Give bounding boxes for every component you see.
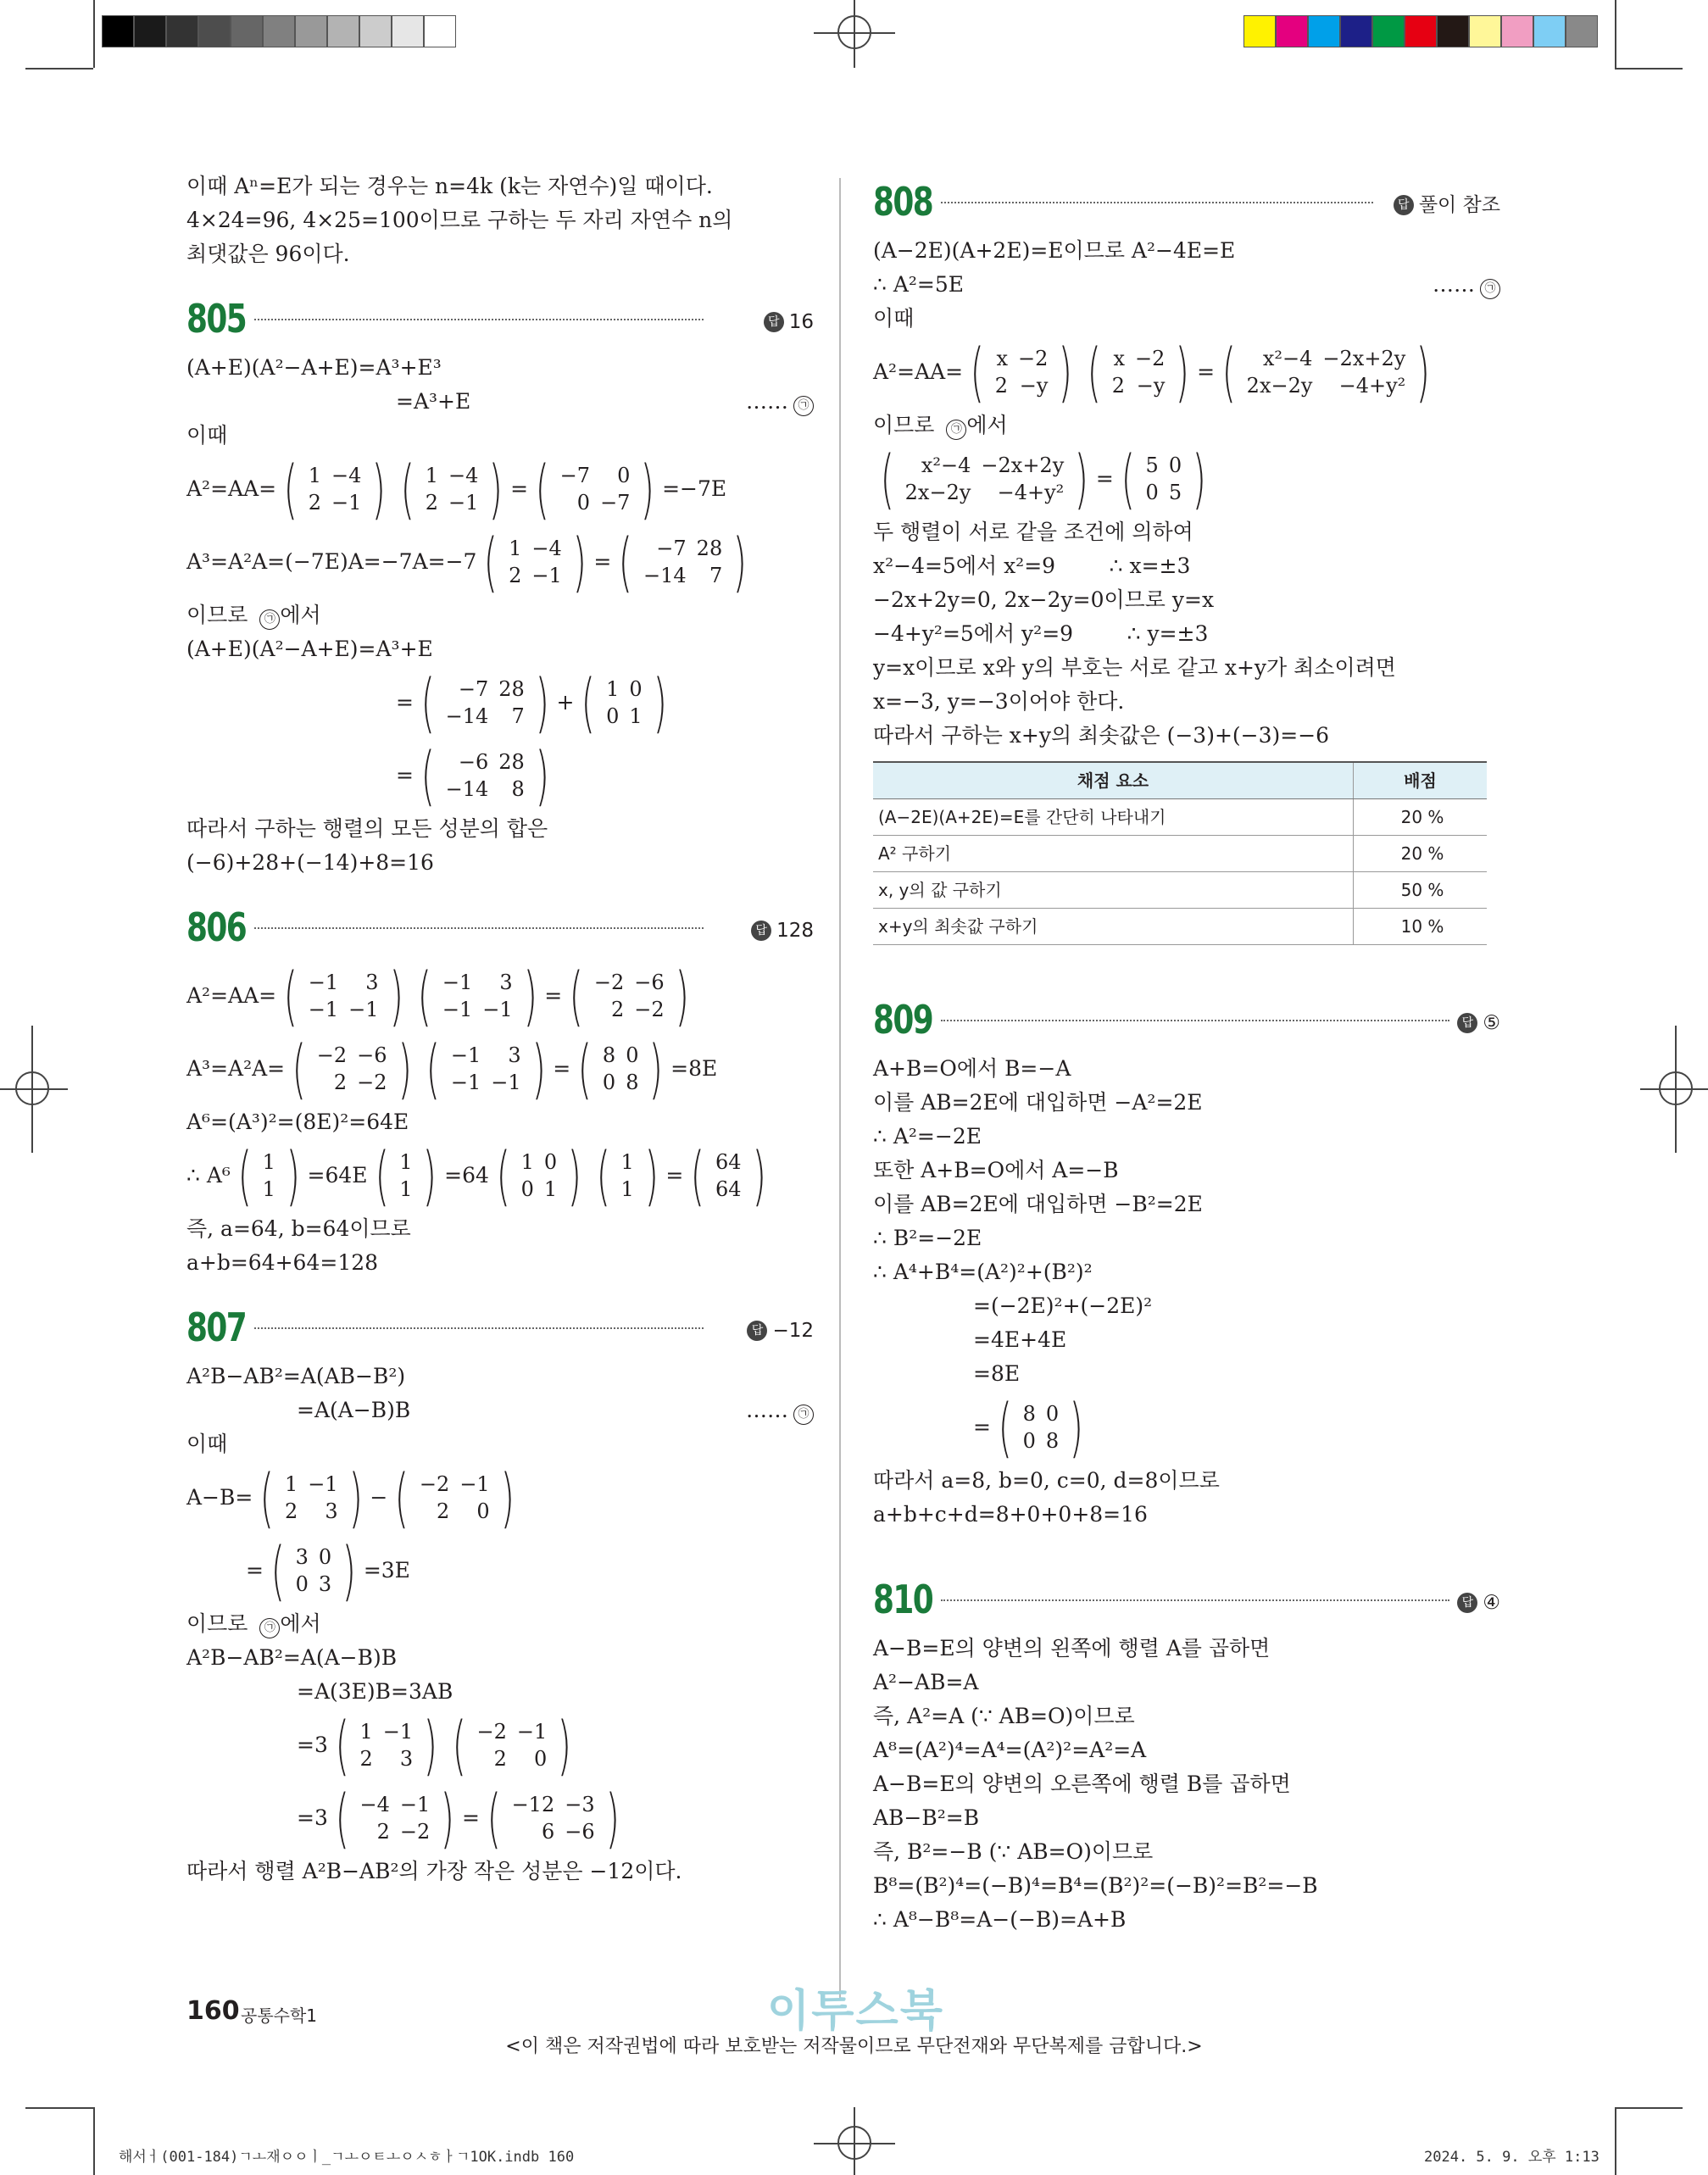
print-file-info: 해서ㅓ(001-184)ㄱㅗ재ㅇㅇㅣ_ㄱㅗㅇㅌㅗㅇㅅㅎㅏㄱ1OK.indb 160 xyxy=(119,2149,575,2166)
registration-mark xyxy=(1675,1026,1677,1153)
registration-mark xyxy=(854,0,855,68)
answer-value: ④ xyxy=(1483,1592,1500,1614)
leader-dots xyxy=(941,1020,1449,1021)
problem-808-heading xyxy=(873,176,1500,229)
color-swatch xyxy=(1437,15,1469,47)
matrix: ( 3 0 0 3 ) xyxy=(270,1533,357,1608)
matrix: ( 1 0 0 1 ) xyxy=(496,1138,582,1213)
answer-value: 풀이 참조 xyxy=(1418,194,1500,216)
matrix: ( −4 −1 2 −2 ) xyxy=(335,1780,455,1855)
gray-swatch xyxy=(327,15,359,47)
crop-mark xyxy=(25,68,93,70)
color-swatch xyxy=(1276,15,1308,47)
page-number: 160 xyxy=(186,1996,240,2026)
solution-line: =8E xyxy=(973,1361,1021,1386)
circled-label-icon: ㉠ xyxy=(1480,279,1500,299)
solution-line: ∴ A⁸−B⁸=A−(−B)=A+B xyxy=(873,1907,1127,1932)
matrix: ( 8 0 0 8 ) xyxy=(998,1389,1084,1465)
solution-line: =4E+4E xyxy=(973,1327,1067,1352)
solution-text: 에서 xyxy=(280,1611,321,1636)
solution-text: =−7E xyxy=(662,476,727,501)
matrix-equation: ∴ A⁶ ( 1 1 ) =64E ( 1 1 ) =64 ( 1 0 0 1 ) ( 1 1 ) = ( 64 64 ) xyxy=(186,1139,814,1212)
solution-text: 에서 xyxy=(966,413,1008,437)
table-cell: 10 % xyxy=(1354,909,1488,945)
answer-tag xyxy=(1457,1586,1500,1620)
solution-line: (A+E)(A²−A+E)=A³+E³ xyxy=(186,355,442,380)
gray-swatch xyxy=(134,15,166,47)
solution-line: 따라서 행렬 A²B−AB²의 가장 작은 성분은 −12이다. xyxy=(186,1859,682,1883)
registration-mark xyxy=(1640,1088,1708,1090)
matrix: ( 1 −4 2 −1 ) xyxy=(283,451,387,526)
solution-text: A²=AA= xyxy=(873,359,964,384)
gray-swatch xyxy=(424,15,456,47)
solution-line: A⁶=(A³)²=(8E)²=64E xyxy=(186,1110,409,1134)
gray-swatch xyxy=(359,15,392,47)
solution-line: x²−4=5에서 x²=9 ∴ x=±3 xyxy=(873,553,1191,578)
crop-mark xyxy=(25,2107,93,2109)
color-swatch xyxy=(1533,15,1566,47)
matrix-equation: = ( −7 28 −14 7 ) + ( 1 0 0 1 ) xyxy=(186,666,814,739)
matrix-equation xyxy=(873,1391,1500,1464)
gray-swatch xyxy=(102,15,134,47)
solution-line: =A(3E)B=3AB xyxy=(297,1679,453,1704)
solution-line: y=x이므로 x와 y의 부호는 서로 같고 x+y가 최소이려면 xyxy=(873,655,1396,680)
leader-dots xyxy=(254,1327,704,1329)
color-swatch xyxy=(1308,15,1340,47)
matrix: ( −2 −1 2 0 ) xyxy=(452,1707,572,1783)
matrix: ( −2 −6 2 −2 ) xyxy=(569,958,689,1033)
matrix: ( 1 1 ) xyxy=(596,1138,659,1213)
solution-line: 즉, A²=A (∵ AB=O)이므로 xyxy=(873,1704,1135,1728)
solution-line: a+b+c+d=8+0+0+8=16 xyxy=(873,1502,1148,1527)
solution-line: A−B=E의 양변의 오른쪽에 행렬 B를 곱하면 xyxy=(873,1772,1291,1796)
answer-value: ⑤ xyxy=(1483,1012,1500,1034)
problem-number: 805 xyxy=(186,296,247,342)
solution-line: 따라서 a=8, b=0, c=0, d=8이므로 xyxy=(873,1468,1220,1493)
problem-number: 809 xyxy=(873,997,933,1043)
crop-mark xyxy=(1615,0,1616,68)
table-cell: x+y의 최솟값 구하기 xyxy=(873,909,1354,945)
color-swatch xyxy=(1501,15,1533,47)
solution-text: ∴ A⁶ xyxy=(186,1163,231,1188)
solution-line: ∴ A²=−2E xyxy=(873,1124,982,1149)
answer-tag xyxy=(751,914,814,948)
matrix: ( x²−4 −2x+2y 2x−2y −4+y² ) xyxy=(1221,334,1431,409)
problem-810-heading xyxy=(873,1574,1500,1627)
solution-line: 따라서 구하는 x+y의 최솟값은 (−3)+(−3)=−6 xyxy=(873,723,1330,748)
solution-line: ∴ A⁴+B⁴=(A²)²+(B²)² xyxy=(873,1260,1093,1284)
answer-tag xyxy=(747,1314,814,1348)
solution-text: =8E xyxy=(670,1056,718,1081)
color-swatch xyxy=(1566,15,1598,47)
matrix: ( −1 3 −1 −1 ) xyxy=(417,958,537,1033)
table-row xyxy=(873,836,1487,872)
matrix: ( 8 0 0 8 ) xyxy=(577,1031,664,1106)
equation-tag xyxy=(1433,268,1500,302)
publisher-watermark: 이투스북 xyxy=(767,1986,944,2037)
solution-line: A−B=E의 양변의 왼쪽에 행렬 A를 곱하면 xyxy=(873,1636,1271,1660)
tag-dots: …… xyxy=(746,1398,788,1422)
equation-tag xyxy=(746,1393,814,1427)
solution-text: 이므로 xyxy=(873,413,935,437)
solution-line: A+B=O에서 B=−A xyxy=(873,1056,1071,1081)
copyright-notice: <이 책은 저작권법에 따라 보호받는 저작물이므로 무단전재와 무단복제를 금합니다.> xyxy=(505,2036,1203,2057)
matrix: ( 1 0 0 1 ) xyxy=(581,665,667,740)
solution-text: ∴ A²=5E xyxy=(873,272,965,297)
answer-tag xyxy=(764,305,814,339)
color-swatch xyxy=(1372,15,1405,47)
circled-label-icon: ㉠ xyxy=(946,420,966,440)
matrix-equation xyxy=(186,1709,814,1782)
column-divider xyxy=(839,178,841,2000)
table-cell: A² 구하기 xyxy=(873,836,1354,872)
matrix: ( −6 28 −14 8 ) xyxy=(420,737,549,813)
solution-line: ∴ B²=−2E xyxy=(873,1226,982,1250)
matrix: ( x −2 2 −y ) xyxy=(970,334,1073,409)
matrix-equation: A²=AA= ( 1 −4 2 −1 ) ( 1 −4 2 −1 ) = ( −7 0 0 −7 ) =−7E xyxy=(186,451,727,526)
matrix: ( −12 −3 6 −6 ) xyxy=(487,1780,620,1855)
intro-line: 최댓값은 96이다. xyxy=(186,242,350,266)
matrix-equation: A³=A²A= ( −2 −6 2 −2 ) ( −1 3 −1 −1 ) = ( 8 0 0 8 ) =8E xyxy=(186,1031,718,1106)
matrix-equation: ( x²−4 −2x+2y 2x−2y −4+y² ) = ( 5 0 0 5 ) xyxy=(873,442,1500,515)
answer-badge-icon: 답 xyxy=(764,312,784,332)
right-column xyxy=(873,170,1500,1937)
solution-line xyxy=(186,385,814,419)
left-column xyxy=(186,170,814,1889)
solution-text: A²=AA= xyxy=(186,476,277,501)
solution-line: 또한 A+B=O에서 A=−B xyxy=(873,1158,1119,1182)
answer-badge-icon: 답 xyxy=(747,1321,767,1341)
solution-line: B⁸=(B²)⁴=(−B)⁴=B⁴=(B²)²=(−B)²=B²=−B xyxy=(873,1873,1318,1898)
solution-text: 이므로 xyxy=(186,603,248,627)
solution-line xyxy=(186,1393,814,1427)
solution-line xyxy=(186,1607,814,1641)
solution-text: A³=A²A=(−7E)A=−7A=−7 xyxy=(186,549,477,574)
circled-label-icon: ㉠ xyxy=(793,1405,814,1425)
solution-text: 에서 xyxy=(280,603,321,627)
solution-line: x=−3, y=−3이어야 한다. xyxy=(873,689,1125,714)
solution-line: −2x+2y=0, 2x−2y=0이므로 y=x xyxy=(873,587,1215,612)
table-cell: x, y의 값 구하기 xyxy=(873,872,1354,909)
matrix-equation: A−B= ( 1 −1 2 3 ) − ( −2 −1 2 0 ) xyxy=(186,1461,814,1534)
answer-tag xyxy=(1457,1006,1500,1040)
gray-swatch xyxy=(295,15,327,47)
answer-value: 128 xyxy=(776,920,814,942)
matrix: ( 1 1 ) xyxy=(237,1138,300,1213)
solution-text: 이므로 xyxy=(186,1611,248,1636)
solution-text: =64 xyxy=(444,1163,489,1188)
solution-line: 즉, a=64, b=64이므로 xyxy=(186,1216,411,1241)
intro-line: 이때 Aⁿ=E가 되는 경우는 n=4k (k는 자연수)일 때이다. xyxy=(186,174,713,198)
solution-line: 이를 AB=2E에 대입하면 −A²=2E xyxy=(873,1090,1203,1115)
matrix: ( 1 −4 2 −1 ) xyxy=(484,524,587,599)
solution-line: 이때 xyxy=(186,423,228,448)
solution-text: =A³+E xyxy=(396,389,471,414)
table-cell: 20 % xyxy=(1354,836,1488,872)
solution-line xyxy=(873,268,1500,302)
crop-mark xyxy=(1615,2107,1683,2109)
scoring-table xyxy=(873,761,1487,945)
matrix-equation: = ( 3 0 0 3 ) =3E xyxy=(246,1533,410,1608)
solution-line xyxy=(873,409,1500,442)
problem-number: 808 xyxy=(873,179,933,225)
gray-swatch xyxy=(231,15,263,47)
matrix-equation: A³=A²A=(−7E)A=−7A=−7 ( 1 −4 2 −1 ) = ( −7 28 −14 7 ) xyxy=(186,526,814,598)
problem-806-heading xyxy=(186,902,814,954)
crop-mark xyxy=(93,2107,95,2175)
leader-dots xyxy=(254,927,704,929)
answer-value: −12 xyxy=(772,1320,814,1342)
table-row xyxy=(873,799,1487,836)
print-date-info: 2024. 5. 9. 오후 1:13 xyxy=(1424,2149,1600,2166)
solution-text: A−B= xyxy=(186,1485,253,1510)
book-title: 공통수학1 xyxy=(241,2005,318,2026)
tag-dots: …… xyxy=(1433,272,1475,297)
registration-mark xyxy=(854,2107,855,2175)
matrix: ( x −2 2 −y ) xyxy=(1087,334,1190,409)
solution-line: 즉, B²=−B (∵ AB=O)이므로 xyxy=(873,1839,1154,1864)
leader-dots xyxy=(941,202,1373,203)
table-cell: 50 % xyxy=(1354,872,1488,909)
solution-line xyxy=(186,598,814,632)
solution-line: a+b=64+64=128 xyxy=(186,1250,379,1275)
matrix: ( 1 −1 2 3 ) xyxy=(335,1707,438,1783)
intro-line: 4×24=96, 4×25=100이므로 구하는 두 자리 자연수 n의 xyxy=(186,208,733,232)
crop-mark xyxy=(93,0,95,68)
table-row xyxy=(873,872,1487,909)
table-header: 채점 요소 xyxy=(873,762,1354,799)
answer-badge-icon: 답 xyxy=(1394,195,1414,215)
tag-dots: …… xyxy=(746,389,788,414)
crop-mark xyxy=(1615,2107,1616,2175)
color-swatch xyxy=(1340,15,1372,47)
matrix: ( 1 −4 2 −1 ) xyxy=(400,451,503,526)
matrix: ( −7 0 0 −7 ) xyxy=(535,451,655,526)
problem-number: 810 xyxy=(873,1577,933,1622)
solution-line: 이때 xyxy=(186,1432,228,1456)
matrix: ( −2 −6 2 −2 ) xyxy=(292,1031,412,1106)
solution-line: A²B−AB²=A(AB−B²) xyxy=(186,1364,406,1388)
answer-badge-icon: 답 xyxy=(1457,1593,1477,1613)
solution-text: = xyxy=(973,1415,991,1439)
problem-807-heading xyxy=(186,1302,814,1355)
problem-number: 807 xyxy=(186,1304,247,1350)
solution-text: =3E xyxy=(363,1558,410,1583)
matrix: ( 64 64 ) xyxy=(691,1138,766,1213)
circled-label-icon: ㉠ xyxy=(793,396,814,416)
matrix: ( 1 −1 2 3 ) xyxy=(260,1460,363,1535)
gray-swatch xyxy=(263,15,295,47)
solution-line: AB−B²=B xyxy=(873,1805,980,1830)
gray-swatch xyxy=(392,15,424,47)
matrix: ( −7 28 −14 7 ) xyxy=(420,665,549,740)
matrix: ( −7 28 −14 7 ) xyxy=(619,524,748,599)
solution-line: 이때 xyxy=(873,306,915,331)
solution-line: A²−AB=A xyxy=(873,1670,979,1694)
solution-text: =3 xyxy=(297,1733,328,1757)
solution-line: (A+E)(A²−A+E)=A³+E xyxy=(186,637,433,661)
registration-mark xyxy=(0,1088,68,1090)
problem-number: 806 xyxy=(186,904,247,950)
solution-line: A⁸=(A²)⁴=A⁴=(A²)²=A²=A xyxy=(873,1738,1147,1762)
crop-mark xyxy=(1615,68,1683,70)
equation-tag xyxy=(746,385,814,419)
solution-text: =3 xyxy=(297,1805,328,1830)
solution-line: 두 행렬이 서로 같을 조건에 의하여 xyxy=(873,520,1193,544)
gray-swatch xyxy=(198,15,231,47)
table-header: 배점 xyxy=(1354,762,1488,799)
matrix: ( −1 3 −1 −1 ) xyxy=(426,1031,546,1106)
matrix-equation: A²=AA= ( x −2 2 −y ) ( x −2 2 −y ) = ( x²−4 −2x+2y 2x−2y −4+y² ) xyxy=(873,336,1500,409)
color-swatch xyxy=(1243,15,1276,47)
solution-line: (A−2E)(A+2E)=E이므로 A²−4E=E xyxy=(873,238,1236,263)
matrix-equation: = ( −6 28 −14 8 ) xyxy=(186,739,814,812)
matrix: ( −1 3 −1 −1 ) xyxy=(283,958,403,1033)
solution-line: (−6)+28+(−14)+8=16 xyxy=(186,850,434,875)
leader-dots xyxy=(254,319,704,320)
color-swatch xyxy=(1469,15,1501,47)
solution-text: =64E xyxy=(307,1163,368,1188)
table-row xyxy=(873,909,1487,945)
gray-swatch xyxy=(166,15,198,47)
answer-badge-icon: 답 xyxy=(751,921,771,941)
table-cell: 20 % xyxy=(1354,799,1488,836)
matrix: ( x²−4 −2x+2y 2x−2y −4+y² ) xyxy=(880,441,1089,516)
matrix-equation: A²=AA= ( −1 3 −1 −1 ) ( −1 3 −1 −1 ) = ( −2 −6 2 −2 ) xyxy=(186,960,814,1032)
matrix: ( −2 −1 2 0 ) xyxy=(394,1460,515,1535)
color-swatch xyxy=(1405,15,1437,47)
solution-line: 이를 AB=2E에 대입하면 −B²=2E xyxy=(873,1192,1203,1216)
solution-line: 따라서 구하는 행렬의 모든 성분의 합은 xyxy=(186,816,548,841)
answer-badge-icon: 답 xyxy=(1457,1013,1477,1033)
solution-text: A²=AA= xyxy=(186,983,277,1008)
solution-line: A²B−AB²=A(A−B)B xyxy=(186,1645,398,1670)
solution-line: −4+y²=5에서 y²=9 ∴ y=±3 xyxy=(873,621,1209,646)
matrix: ( 5 0 0 5 ) xyxy=(1121,441,1207,516)
circled-label-icon: ㉠ xyxy=(259,1618,280,1638)
table-header-row xyxy=(873,762,1487,799)
solution-line: =(−2E)²+(−2E)² xyxy=(973,1293,1153,1318)
solution-text: A³=A²A= xyxy=(186,1056,286,1081)
matrix-equation: =3 ( −4 −1 2 −2 ) = ( −12 −3 6 −6 ) xyxy=(186,1782,814,1855)
circled-label-icon: ㉠ xyxy=(259,609,280,630)
table-cell: (A−2E)(A+2E)=E를 간단히 나타내기 xyxy=(873,799,1354,836)
leader-dots xyxy=(941,1599,1449,1601)
answer-tag xyxy=(1394,188,1500,222)
registration-mark xyxy=(31,1026,33,1153)
answer-value: 16 xyxy=(788,311,814,333)
solution-text: =A(A−B)B xyxy=(297,1398,411,1422)
problem-805-heading xyxy=(186,293,814,346)
problem-809-heading xyxy=(873,994,1500,1047)
matrix: ( 1 1 ) xyxy=(375,1138,437,1213)
